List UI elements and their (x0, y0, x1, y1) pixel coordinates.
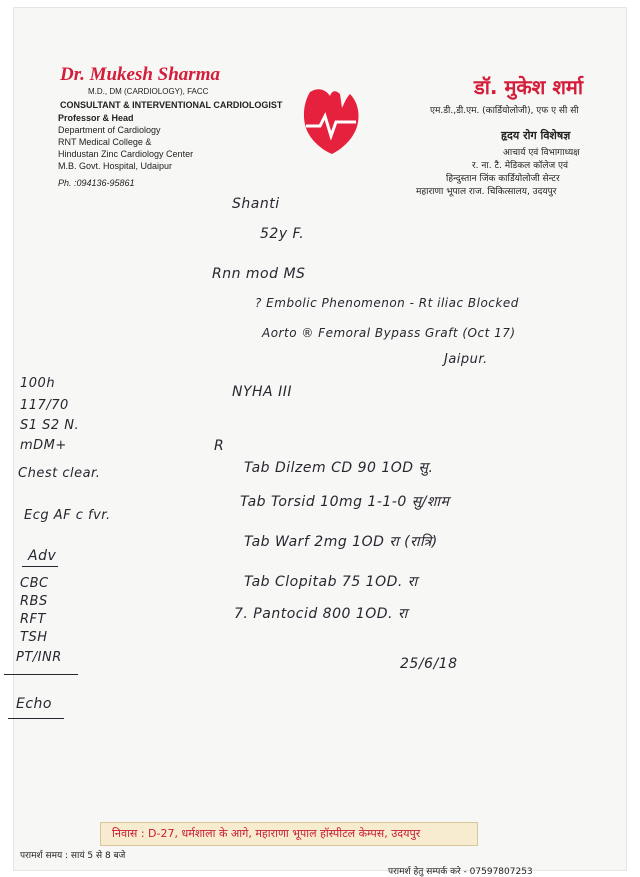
rx-symbol: R (214, 438, 225, 454)
side-note: S1 S2 N. (20, 418, 80, 433)
letterhead-line-en: Department of Cardiology (58, 125, 161, 135)
doctor-degrees-en: M.D., DM (CARDIOLOGY), FACC (88, 87, 209, 96)
investigation-item: CBC (20, 576, 49, 591)
advice-label: Adv (28, 548, 57, 564)
contact-number: परामर्श हेतु सम्पर्क करे - 07597807253 (388, 867, 533, 877)
doctor-name-en: Dr. Mukesh Sharma (60, 64, 220, 85)
address-text: निवास : D-27, धर्मशाला के आगे, महाराणा भूपाल हॉस्पीटल केम्पस, उदयपुर (112, 827, 421, 840)
doctor-degrees-hi: एम.डी.,डी.एम. (कार्डियोलोजी), एफ ए सी सी (430, 106, 579, 116)
patient-age: 52y F. (260, 226, 305, 242)
side-note: mDM+ (20, 438, 67, 453)
investigation-item: PT/INR (16, 650, 62, 665)
side-note: 100h (20, 376, 56, 391)
medication-line: Tab Torsid 10mg 1-1-0 सु/शाम (240, 494, 450, 510)
letterhead-line-hi: र. ना. टै. मेडिकल कॉलेज एवं (472, 161, 568, 171)
investigation-item: RFT (20, 612, 46, 627)
investigation-item: RBS (20, 594, 48, 609)
letterhead-line-en: M.B. Govt. Hospital, Udaipur (58, 161, 173, 171)
heart-logo-icon (300, 86, 362, 156)
medication-line: 7. Pantocid 800 1OD. रा (234, 606, 408, 622)
ecg-note: Ecg AF c fvr. (24, 508, 111, 523)
medication-line: Tab Clopitab 75 1OD. रा (244, 574, 418, 590)
medication-line: Tab Warf 2mg 1OD रा (रात्रि) (244, 534, 438, 550)
investigation-underline (4, 674, 78, 675)
diagnosis-line: Jaipur. (444, 352, 488, 367)
doctor-title-hi: हृदय रोग विशेषज्ञ (501, 129, 571, 142)
letterhead-line-en: Professor & Head (58, 113, 134, 123)
nyha-class: NYHA III (232, 384, 292, 400)
history-label: Rnn mod MS (212, 266, 306, 282)
side-note: 117/70 (20, 398, 69, 413)
medication-line: Tab Dilzem CD 90 1OD सु. (244, 460, 434, 476)
letterhead-line-hi: हिन्दुस्तान जिंक कार्डियोलोजी सेन्टर (446, 174, 560, 184)
patient-name: Shanti (232, 196, 280, 212)
signature-date: 25/6/18 (400, 656, 458, 672)
letterhead-line-en: Hindustan Zinc Cardiology Center (58, 149, 194, 159)
letterhead-line-hi: आचार्य एवं विभागाध्यक्ष (503, 148, 580, 158)
letterhead-line-hi: महाराणा भूपाल राज. चिकित्सालय, उदयपुर (416, 187, 557, 197)
diagnosis-line: ? Embolic Phenomenon - Rt iliac Blocked (255, 296, 519, 310)
investigation-item: TSH (20, 630, 48, 645)
advice-underline (22, 566, 58, 567)
echo-underline (8, 718, 64, 719)
letterhead-line-en: RNT Medical College & (58, 137, 152, 147)
doctor-phone: Ph. :094136-95861 (58, 178, 135, 188)
side-note: Chest clear. (18, 466, 101, 481)
echo-note: Echo (16, 696, 52, 712)
doctor-name-hi: डॉ. मुकेश शर्मा (474, 75, 584, 99)
diagnosis-line: Aorto ® Femoral Bypass Graft (Oct 17) (262, 326, 516, 340)
doctor-title-en: CONSULTANT & INTERVENTIONAL CARDIOLOGIST (60, 100, 283, 110)
consultation-timing: परामर्श समय : सायं 5 से 8 बजे (20, 851, 126, 861)
